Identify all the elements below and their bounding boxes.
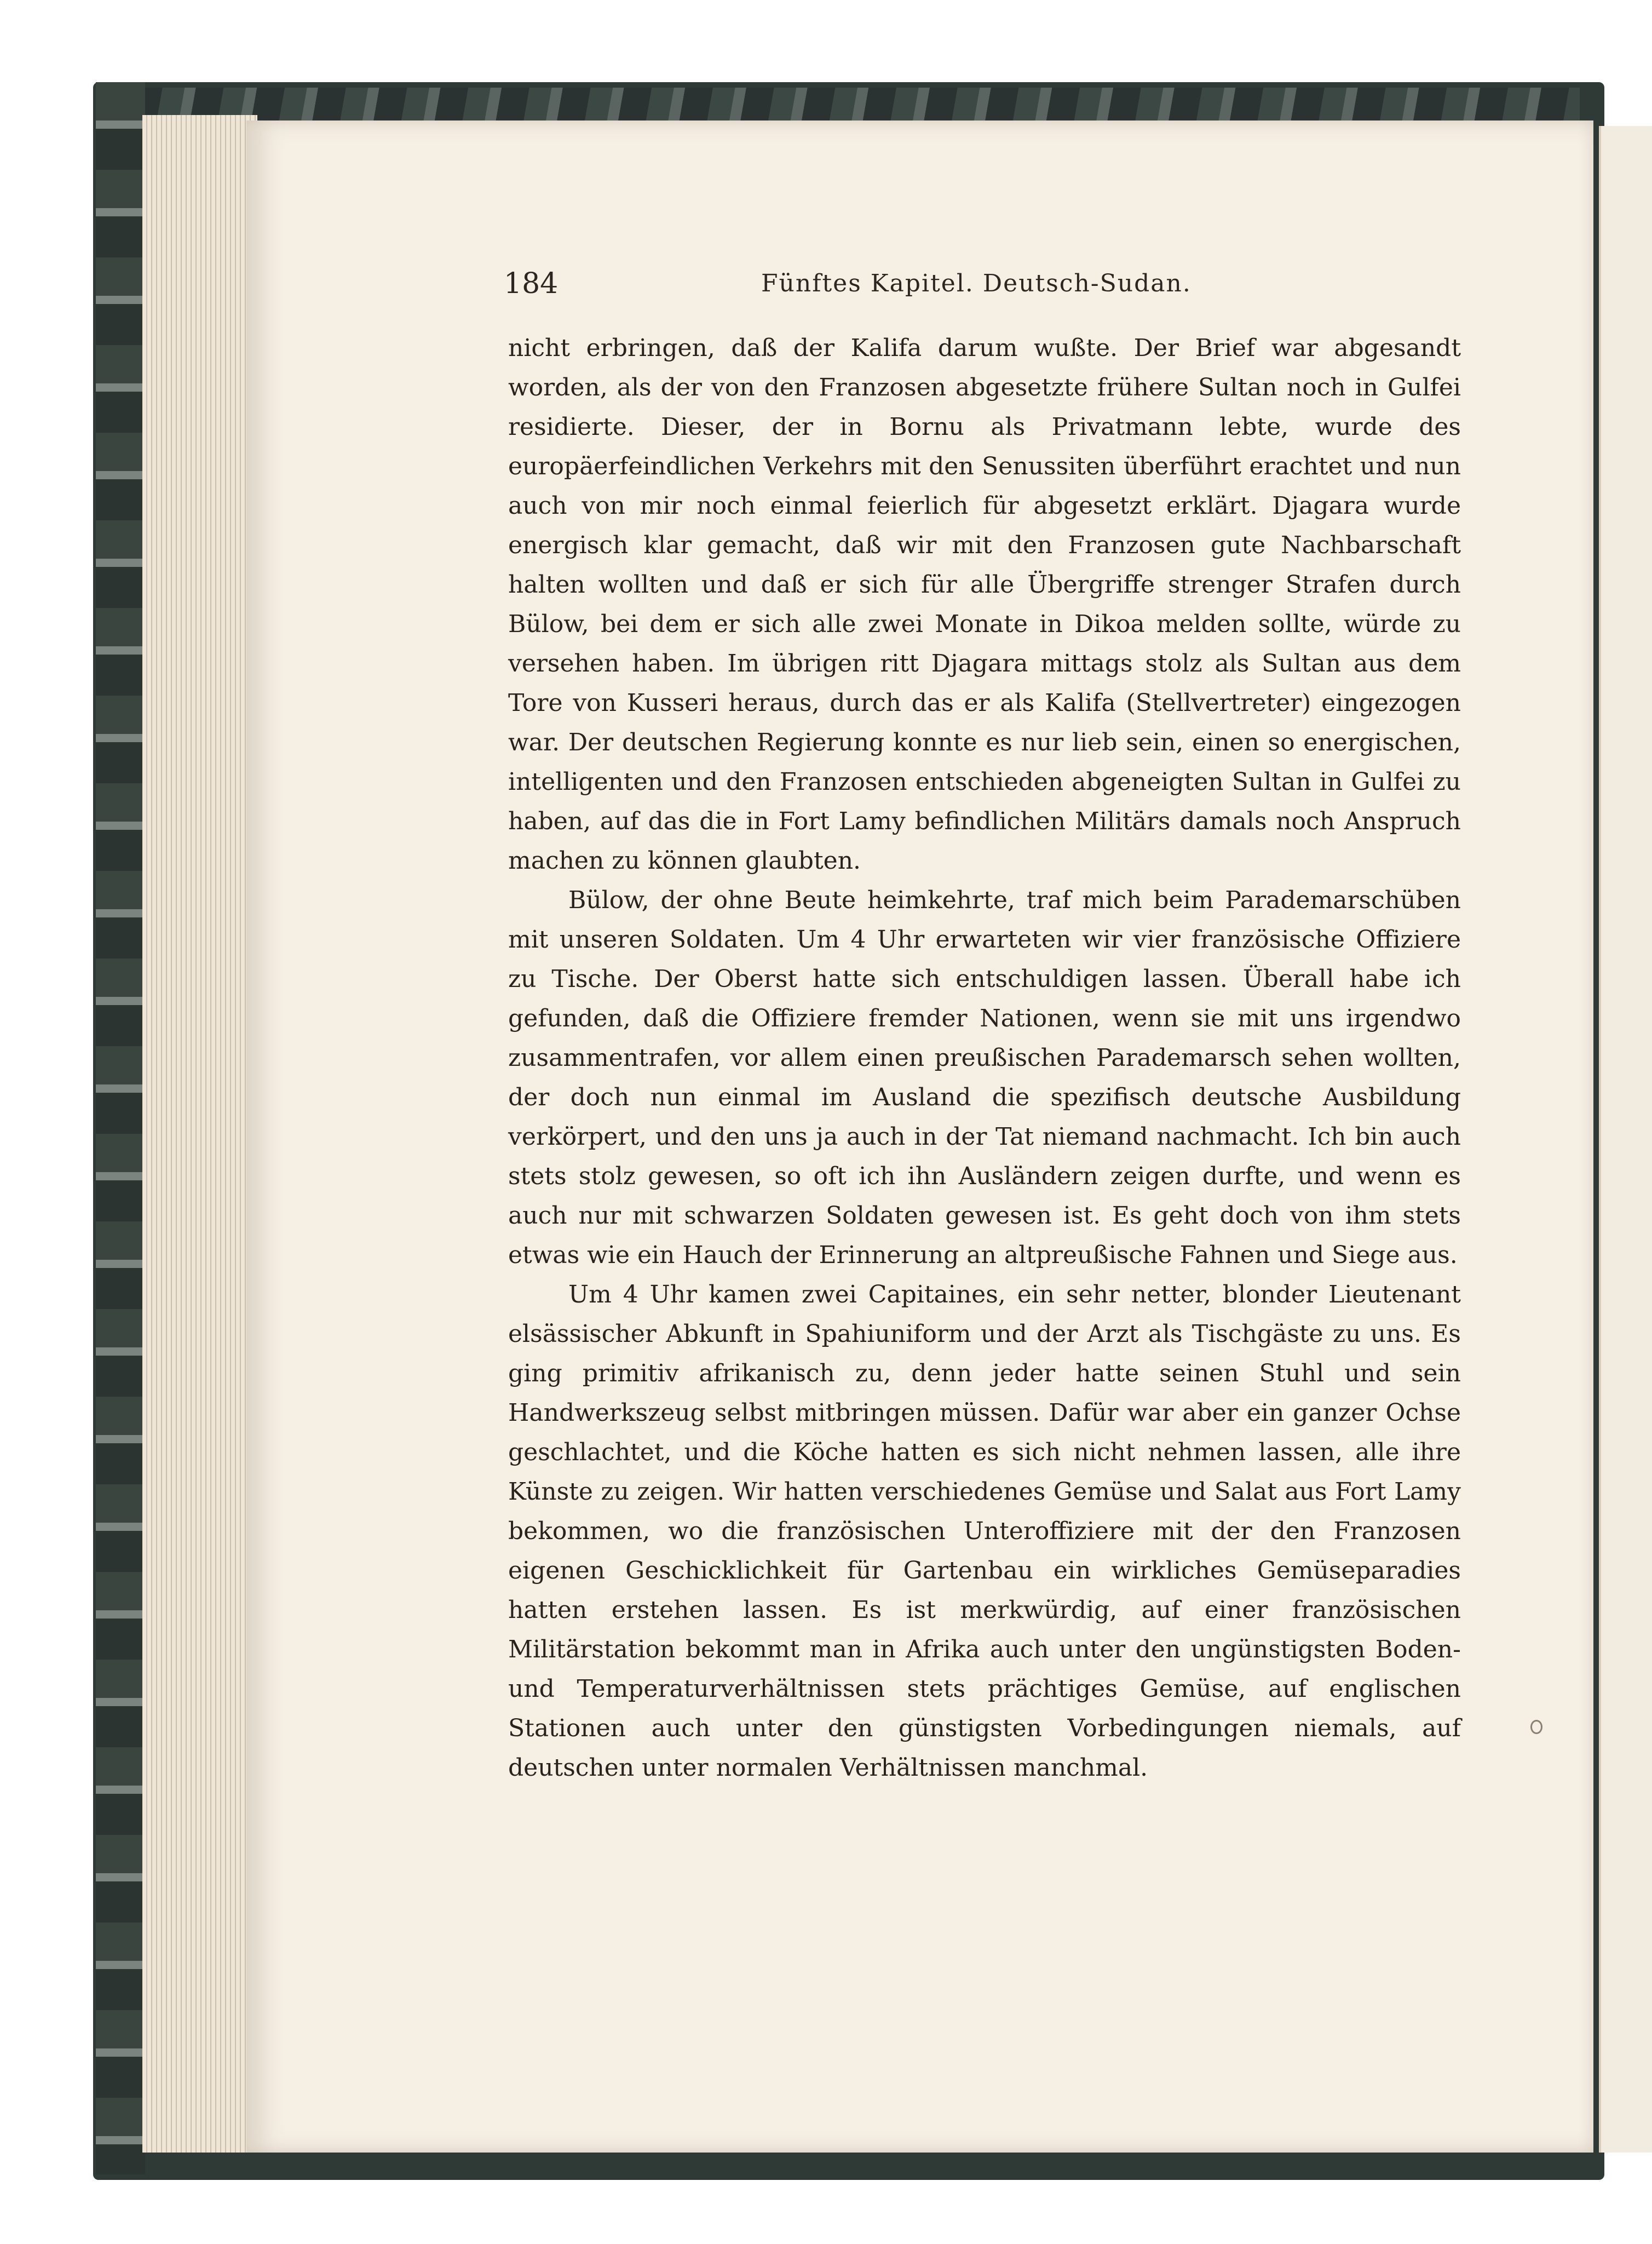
page-edges [142,115,257,2153]
running-head: Fünftes Kapitel. Deutsch-Sudan. [761,269,1191,297]
paragraph: nicht erbringen, daß der Kalifa darum wußte. Der Brief war abgesandt worden, als der von den Franzosen abgesetzte frühere Sultan noch in Gulfei residierte. Dieser, der in Bornu als Privatmann lebte, wurde des europäerfeindlichen Verkehrs mit den Senussiten überführt erachtet und nun auch von mir noch einmal feierlich für abgesetzt erklärt. Djagara wurde energisch klar gemacht, daß wir mit den Franzosen gute Nachbarschaft halten wollten und daß er sich für alle Übergriffe strenger Strafen durch Bülow, bei dem er sich alle zwei Monate in Dikoa melden sollte, würde zu versehen haben. Im übrigen ritt Djagara mittags stolz als Sultan aus dem Tore von Kusseri heraus, durch das er als Kalifa (Stellvertreter) eingezogen war. Der deutschen Regierung konnte es nur lieb sein, einen so energischen, intelligenten und den Franzosen entschieden abgeneigten Sultan in Gulfei zu haben, auf das die in Fort Lamy befindlichen Militärs damals noch Anspruch machen zu können glaubten. [508,334,1461,875]
paper-mark [1530,1720,1542,1734]
facing-page-edge [1599,126,1652,2153]
page-body [508,329,1461,1788]
cover-spine [96,82,145,2174]
page-number: 184 [504,267,559,300]
page-header [504,267,1478,300]
paragraph: Um 4 Uhr kamen zwei Capitaines, ein sehr netter, blonder Lieutenant elsässischer Abkunft in Spahiuniform und der Arzt als Tischgäste zu uns. Es ging primitiv afrikanisch zu, denn jeder hatte seinen Stuhl und sein Handwerkszeug selbst mitbringen müssen. Dafür war aber ein ganzer Ochse geschlachtet, und die Köche hatten es sich nicht nehmen lassen, alle ihre Künste zu zeigen. Wir hatten verschiedenes Gemüse und Salat aus Fort Lamy bekommen, wo die französischen Unteroffiziere mit der den Franzosen eigenen Geschicklichkeit für Gartenbau ein wirkliches Gemüseparadies hatten erstehen lassen. Es ist merkwürdig, auf einer französischen Militärstation bekommt man in Afrika auch unter den ungünstigsten Boden- und Temperaturverhältnissen stets prächtiges Gemüse, auf englischen Stationen auch unter den günstigsten Vorbedingungen niemals, auf deutschen unter normalen Verhältnissen manchmal. [508,1281,1461,1782]
paragraph: Bülow, der ohne Beute heimkehrte, traf mich beim Parademarschüben mit unseren Soldaten. Um 4 Uhr erwarteten wir vier französische Offiziere zu Tische. Der Oberst hatte sich entschuldigen lassen. Überall habe ich gefunden, daß die Offiziere fremder Nationen, wenn sie mit uns irgendwo zusammentrafen, vor allem einen preußischen Parademarsch sehen wollten, der doch nun einmal im Ausland die spezifisch deutsche Ausbildung verkörpert, und den uns ja auch in der Tat niemand nachmacht. Ich bin auch stets stolz gewesen, so oft ich ihn Ausländern zeigen durfte, und wenn es auch nur mit schwarzen Soldaten gewesen ist. Es geht doch von ihm stets etwas wie ein Hauch der Erinnerung an altpreußische Fahnen und Siege aus. [508,886,1461,1269]
